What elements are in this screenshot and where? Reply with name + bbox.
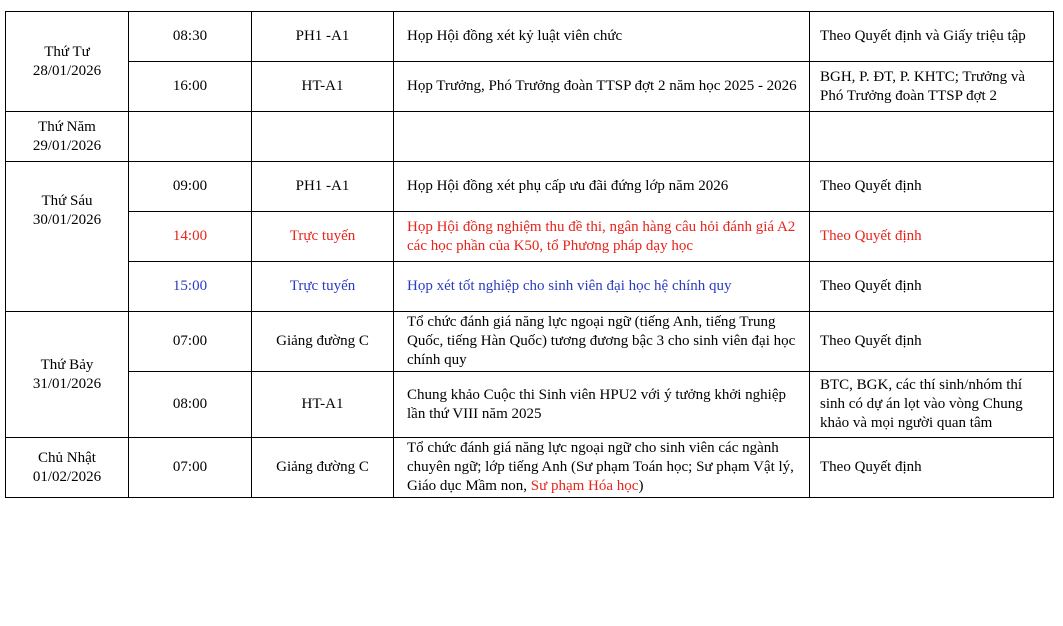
table-row	[6, 12, 1054, 62]
day-date: 01/02/2026	[32, 468, 102, 485]
table-row	[6, 162, 1054, 212]
room-cell: Giảng đường C	[252, 312, 394, 372]
room-cell	[252, 112, 394, 162]
time-cell: 08:30	[129, 12, 252, 62]
time-cell: 15:00	[129, 262, 252, 312]
content-highlight: Sư phạm Hóa học	[530, 478, 639, 494]
content-cell	[394, 112, 810, 162]
table-row	[6, 312, 1054, 372]
participants-cell: Theo Quyết định và Giấy triệu tập	[810, 12, 1054, 62]
content-cell: Họp xét tốt nghiệp cho sinh viên đại học hệ chính quy	[394, 262, 810, 312]
room-cell: HT-A1	[252, 62, 394, 112]
room-cell: PH1 -A1	[252, 12, 394, 62]
participants-cell	[810, 112, 1054, 162]
time-cell: 14:00	[129, 212, 252, 262]
room-cell: Giảng đường C	[252, 438, 394, 498]
time-cell: 07:00	[129, 438, 252, 498]
participants-cell: BTC, BGK, các thí sinh/nhóm thí sinh có dự án lọt vào vòng Chung khảo và mọi người quan tâm	[810, 372, 1054, 438]
participants-cell: BGH, P. ĐT, P. KHTC; Trưởng và Phó Trưởng đoàn TTSP đợt 2	[810, 62, 1054, 112]
table-row	[6, 262, 1054, 312]
room-cell: Trực tuyến	[252, 212, 394, 262]
room-cell: HT-A1	[252, 372, 394, 438]
content-cell: Họp Hội đồng xét phụ cấp ưu đãi đứng lớp năm 2026	[394, 162, 810, 212]
participants-cell: Theo Quyết định	[810, 312, 1054, 372]
content-cell: Họp Hội đồng nghiệm thu đề thi, ngân hàng câu hỏi đánh giá A2 các học phần của K50, tổ Phương pháp dạy học	[394, 212, 810, 262]
content-text: Tổ chức đánh giá năng lực ngoại ngữ cho sinh viên các ngành chuyên ngữ; lớp tiếng Anh (Sư phạm Toán học; Sư phạm Vật lý, Giáo dục Mầm non,	[407, 440, 794, 494]
table-row	[6, 438, 1054, 498]
day-name: Thứ Tư	[44, 43, 90, 60]
day-cell	[6, 162, 129, 312]
time-cell: 09:00	[129, 162, 252, 212]
schedule-table	[5, 11, 1054, 498]
content-cell: Họp Trưởng, Phó Trưởng đoàn TTSP đợt 2 năm học 2025 - 2026	[394, 62, 810, 112]
time-cell: 08:00	[129, 372, 252, 438]
day-name: Thứ Bảy	[40, 356, 94, 373]
table-row	[6, 62, 1054, 112]
day-date: 30/01/2026	[32, 212, 102, 228]
participants-cell: Theo Quyết định	[810, 262, 1054, 312]
content-cell	[394, 438, 810, 498]
content-cell: Họp Hội đồng xét kỷ luật viên chức	[394, 12, 810, 62]
day-date: 29/01/2026	[32, 137, 102, 154]
day-cell	[6, 312, 129, 438]
day-date: 31/01/2026	[32, 375, 102, 392]
room-cell: PH1 -A1	[252, 162, 394, 212]
time-cell	[129, 112, 252, 162]
day-name: Chủ Nhật	[38, 449, 96, 466]
day-cell	[6, 112, 129, 162]
room-cell: Trực tuyến	[252, 262, 394, 312]
content-cell: Tổ chức đánh giá năng lực ngoại ngữ (tiếng Anh, tiếng Trung Quốc, tiếng Hàn Quốc) tương đương bậc 3 cho sinh viên đại học chính quy	[394, 312, 810, 372]
participants-cell: Theo Quyết định	[810, 438, 1054, 498]
day-cell	[6, 12, 129, 112]
day-cell	[6, 438, 129, 498]
day-date: 28/01/2026	[32, 62, 102, 79]
day-name: Thứ Sáu	[41, 193, 93, 209]
participants-cell: Theo Quyết định	[810, 212, 1054, 262]
time-cell: 16:00	[129, 62, 252, 112]
day-name: Thứ Năm	[38, 118, 96, 135]
content-cell: Chung khảo Cuộc thi Sinh viên HPU2 với ý tưởng khởi nghiệp lần thứ VIII năm 2025	[394, 372, 810, 438]
time-cell: 07:00	[129, 312, 252, 372]
content-tail: )	[638, 478, 644, 494]
table-row	[6, 112, 1054, 162]
participants-cell: Theo Quyết định	[810, 162, 1054, 212]
table-row	[6, 212, 1054, 262]
table-row	[6, 372, 1054, 438]
